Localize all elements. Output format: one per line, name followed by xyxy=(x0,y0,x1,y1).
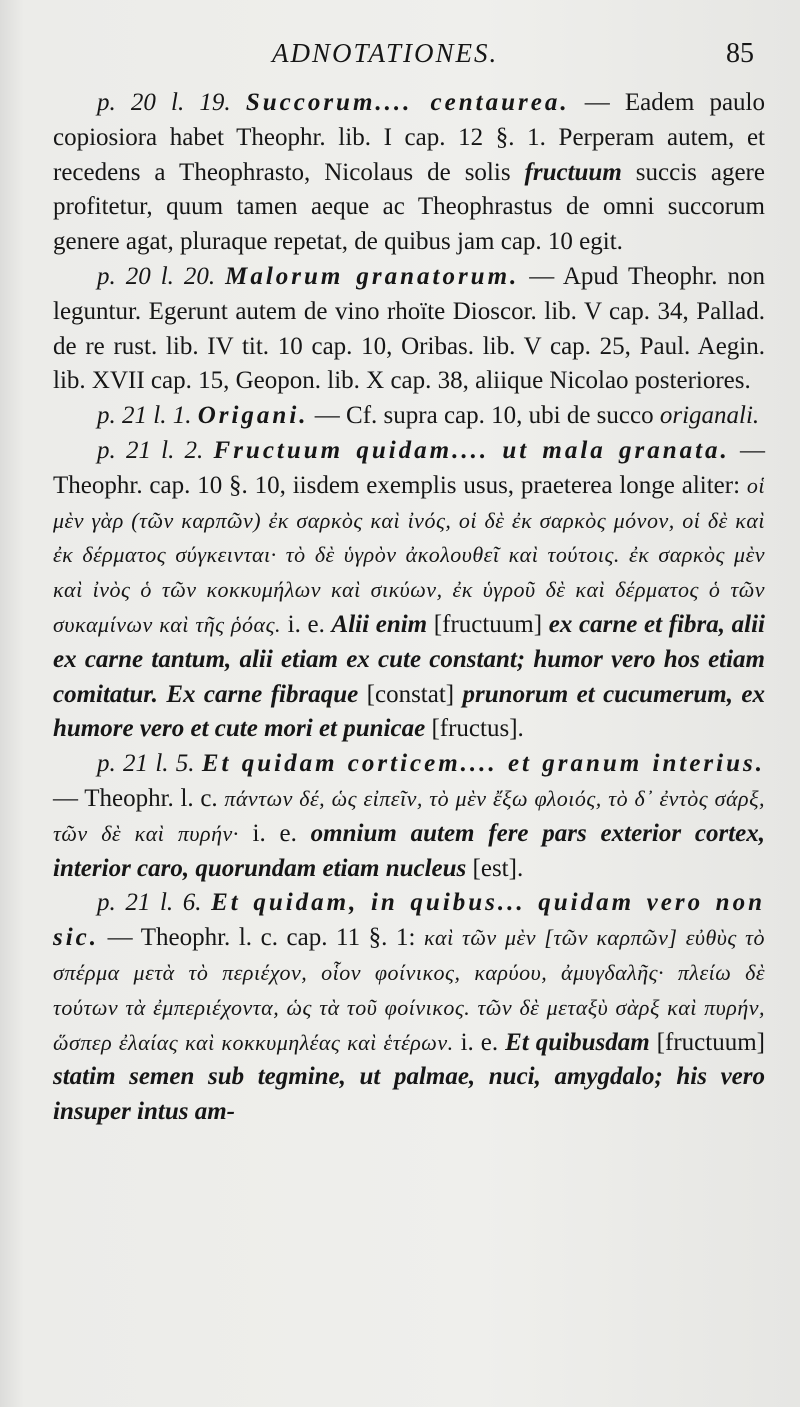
commentary-text: — Eadem paulo copiosiora habet Theophr. lib. I cap. 12 §. 1. Perperam autem, et recedens a Theophrasto, Nicolaus de solis xyxy=(53,89,766,186)
latin-translation: ex carne et fibra, alii ex carne tantum, alii etiam ex cute constant; humor vero hos etiam comitatur. Ex carne fibraque xyxy=(53,610,765,708)
latin-translation: fructuum xyxy=(524,158,622,186)
commentary-text: — Theophr. l. c. cap. 11 §. 1: xyxy=(99,924,424,952)
lemma: Fructuum quidam.... ut mala granata. xyxy=(213,436,730,464)
commentary-text: [est]. xyxy=(466,854,524,882)
line-reference: p. 21 l. 6. xyxy=(97,889,212,917)
commentary-text: i. e. xyxy=(453,1028,506,1056)
latin-translation: omnium autem fere pars exterior cortex, interior caro, quorundam etiam nucleus xyxy=(53,819,765,882)
annotation-paragraph xyxy=(53,434,765,747)
commentary-text: [constat] xyxy=(358,680,463,708)
commentary-text: — Theophr. l. c. xyxy=(53,784,225,812)
latin-translation: Alii enim xyxy=(331,610,428,638)
running-head: ADNOTATIONES. xyxy=(272,38,499,68)
annotation-paragraph xyxy=(53,399,765,434)
annotation-paragraph xyxy=(53,260,765,399)
latin-translation: statim semen sub tegmine, ut palmae, nuci, amygdalo; his vero insuper intus am- xyxy=(53,1063,765,1126)
lemma: Et quidam corticem.... et granum interius. xyxy=(201,750,765,778)
annotation-body xyxy=(53,86,765,1130)
commentary-text: [fructuum] xyxy=(649,1028,765,1056)
commentary-text: — Cf. supra cap. 10, ubi de succo xyxy=(308,402,660,430)
annotation-paragraph xyxy=(53,747,765,886)
line-reference: p. 21 l. 1. xyxy=(97,402,198,430)
commentary-text: — Apud Theophr. non leguntur. Egerunt autem de vino rhoïte Dioscor. lib. V cap. 34, Pallad. de re rust. lib. IV tit. 10 cap. 10, Oribas. lib. V cap. 25, Paul. Aegin. lib. XVII cap. 15, Geopon. lib. X cap. 38, aliique Nicolao posteriores. xyxy=(53,262,765,395)
lemma: Et quidam, in quibus... quidam vero non sic. xyxy=(53,889,765,952)
lemma: Succorum.... centaurea. xyxy=(245,89,570,116)
latin-translation: prunorum et cucumerum, ex humore vero et cute mori et punicae xyxy=(53,680,765,743)
page-header xyxy=(52,34,766,78)
annotation-paragraph xyxy=(53,86,765,260)
latin-translation: Et quibusdam xyxy=(505,1028,650,1056)
line-reference: p. 21 l. 2. xyxy=(97,436,214,464)
annotation-paragraph xyxy=(53,886,765,1130)
italic-text: origanali. xyxy=(659,402,760,430)
commentary-text: [fructuum] xyxy=(427,610,549,638)
greek-quotation: οἱ μὲν γὰρ (τῶν καρπῶν) ἐκ σαρκὸς καὶ ἰνός, οἱ δὲ ἐκ σαρκὸς μόνον, οἱ δὲ καὶ ἐκ δέρματος σύγκεινται· τὸ δὲ ὑγρὸν ἀκολουθεῖ καὶ τούτοις. ἐκ σαρκὸς μὲν καὶ ἰνὸς ὁ τῶν κοκκυμήλων καὶ σικύων, ἐκ ὑγροῦ δὲ καὶ δέρματος ὁ τῶν συκαμίνων καὶ τῆς ῥόας. xyxy=(53,472,765,637)
commentary-text: i. e. xyxy=(238,819,311,847)
line-reference: p. 20 l. 19. xyxy=(97,89,246,116)
commentary-text: succis agere profitetur, quum tamen aeque ac Theophrastus de omni succorum genere agat, pluraque repetat, de quibus jam cap. 10 egit. xyxy=(53,158,765,256)
greek-quotation: πάντων δέ, ὡς εἰπεῖν, τὸ μὲν ἔξω φλοιός, τὸ δ᾽ ἐντὸς σάρξ, τῶν δὲ καὶ πυρήν· xyxy=(53,785,766,846)
page-number: 85 xyxy=(726,38,754,69)
line-reference: p. 20 l. 20. xyxy=(97,262,226,290)
commentary-text: — Theophr. cap. 10 §. 10, iisdem exemplis usus, praeterea longe aliter: xyxy=(53,436,765,499)
commentary-text: i. e. xyxy=(281,610,332,638)
commentary-text: [fructus]. xyxy=(425,715,524,743)
line-reference: p. 21 l. 5. xyxy=(97,750,202,778)
lemma: Origani. xyxy=(197,402,309,430)
greek-quotation: καὶ τῶν μὲν [τῶν καρπῶν] εὐθὺς τὸ σπέρμα μετὰ τὸ περιέχον, οἷον φοίνικος, καρύου, ἀμυγδαλῆς· πλείω δὲ τούτων τὰ ἐμπεριέχοντα, ὡς τὰ τοῦ φοίνικος. τῶν δὲ μεταξὺ σὰρξ καὶ πυρήν, ὥσπερ ἐλαίας καὶ κοκκυμηλέας καὶ ἑτέρων. xyxy=(53,925,765,1055)
lemma: Malorum granatorum. xyxy=(225,262,520,290)
